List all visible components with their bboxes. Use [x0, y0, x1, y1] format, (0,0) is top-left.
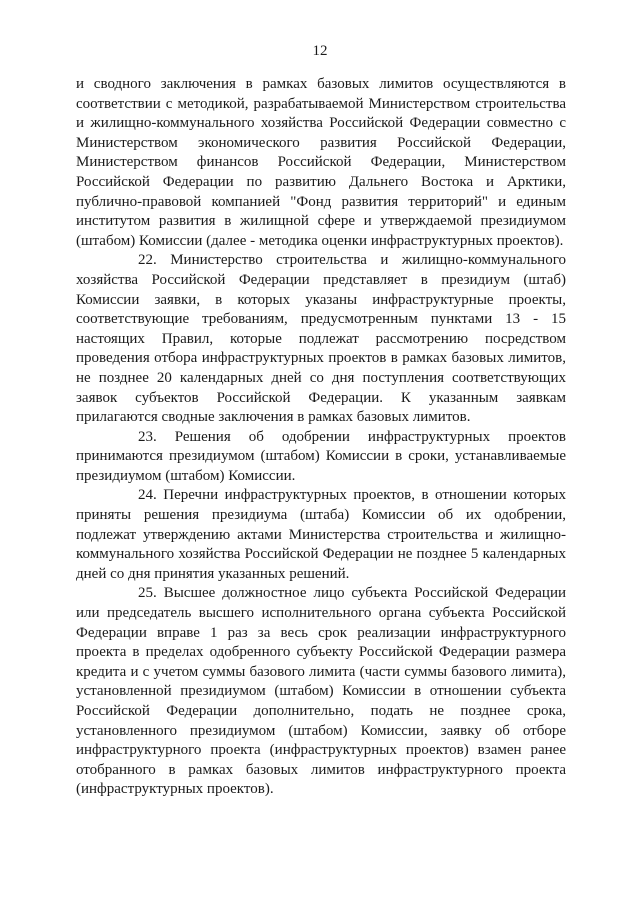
- paragraph-number: 25.: [138, 585, 157, 602]
- paragraph-text: Решения об одобрении инфраструктурных проектов принимаются президиумом (штабом) Комиссии в сроки, устанавливаемые президиумом (штабом) Комиссии.: [76, 428, 566, 484]
- paragraph-text: Перечни инфраструктурных проектов, в отношении которых приняты решения президиума (штаба) Комиссии об их одобрении, подлежат утверждению актами Министерства строительства и жилищно-коммунального хозяйства Российской Федерации не позднее 5 календарных дней со дня принятия указанных решений.: [76, 487, 567, 582]
- paragraph-21-continuation: [76, 75, 566, 251]
- paragraph-24: [76, 486, 566, 584]
- paragraph-number: 23.: [138, 428, 157, 445]
- paragraph-number: 24.: [138, 487, 157, 504]
- paragraph-text: Высшее должностное лицо субъекта Российской Федерации или председатель высшего исполнительного органа субъекта Российской Федерации вправе 1 раз за весь срок реализации инфраструктурного проекта в пределах одобренного субъекту Российской Федерации размера кредита и с учетом суммы базового лимита (части суммы базового лимита), установленной президиумом (штабом) Комиссии в отношении субъекта Российской Федерации дополнительно, подать не позднее срока, установленного президиумом (штабом) Комиссии, заявку об отборе инфраструктурного проекта (инфраструктурных проектов) взамен ранее отобранного в рамках базовых лимитов инфраструктурного проекта (инфраструктурных проектов).: [76, 585, 566, 798]
- paragraph-25: [76, 584, 566, 800]
- paragraph-22: [76, 251, 566, 427]
- document-body: [76, 75, 566, 800]
- paragraph-text: и сводного заключения в рамках базовых лимитов осуществляются в соответствии с методикой, разрабатываемой Министерством строительства и жилищно-коммунального хозяйства Российской Федерации совместно с Министерством экономического развития Российской Федерации, Министерством финансов Российской Федерации, Министерством Российской Федерации по развитию Дальнего Востока и Арктики, публично-правовой компанией "Фонд развития территорий" и единым институтом развития в жилищной сфере и утверждаемой президиумом (штабом) Комиссии (далее - методика оценки инфраструктурных проектов).: [76, 76, 566, 249]
- paragraph-number: 22.: [138, 252, 157, 269]
- page-number: 12: [312, 43, 328, 59]
- paragraph-text: Министерство строительства и жилищно-коммунального хозяйства Российской Федерации представляет в президиум (штаб) Комиссии заявки, в которых указаны инфраструктурные проекты, соответствующие требованиям, предусмотренным пунктами 13 - 15 настоящих Правил, которые подлежат рассмотрению посредством проведения отбора инфраструктурных проектов в рамках базовых лимитов, не позднее 20 календарных дней со дня поступления соответствующих заявок субъектов Российской Федерации. К указанным заявкам прилагаются сводные заключения в рамках базовых лимитов.: [76, 252, 566, 426]
- paragraph-23: [76, 428, 566, 487]
